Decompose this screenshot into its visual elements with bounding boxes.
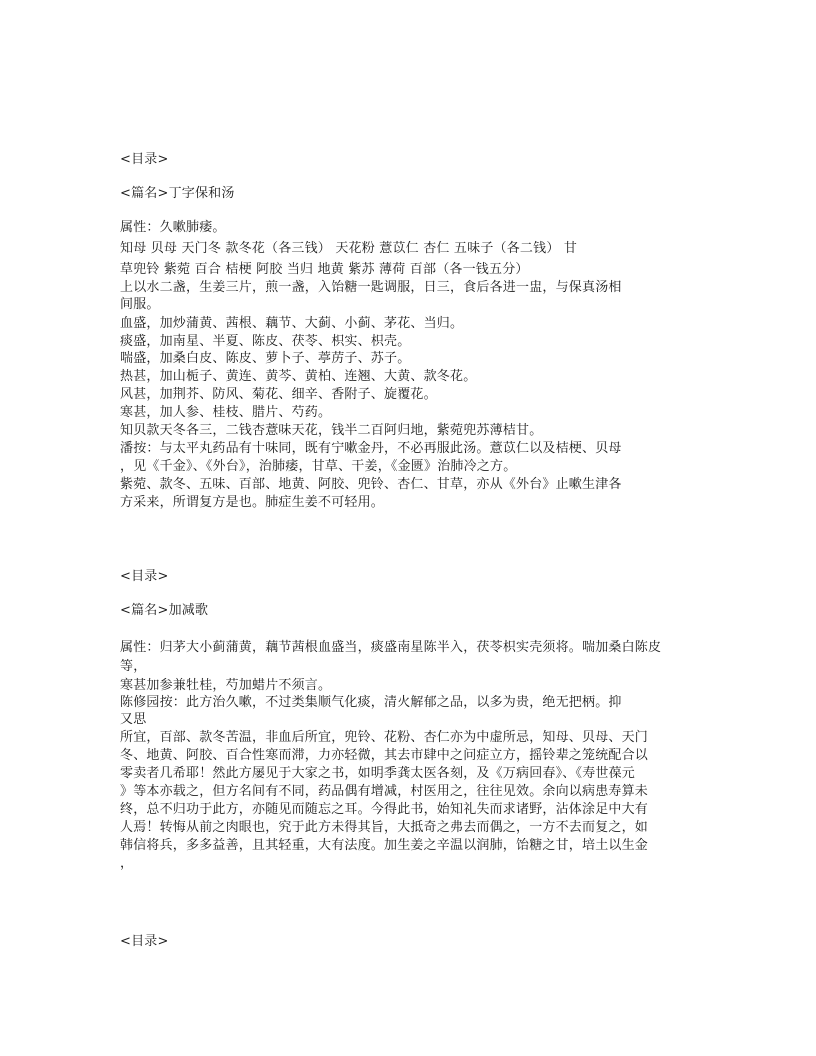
text-line: 韩信将兵，多多益善，且其轻重，大有法度。加生姜之辛温以润肺，饴糖之甘，培土以生金 (120, 838, 649, 853)
text-line: 寒甚加参兼牡桂，芍加蜡片不须言。 (120, 678, 332, 693)
text-line: 》等本亦载之，但方名间有不同，药品偶有增减，村医用之，往往见效。余向以病患寿算未 (120, 784, 649, 799)
section-title: <篇名>加减歌 (120, 603, 209, 618)
text-line: 又思 (120, 712, 147, 727)
text-line: 潘按：与太平丸药品有十味同，既有宁嗽金丹，不必再服此汤。薏苡仁以及桔梗、贝母 (120, 441, 622, 456)
text-line: 喘盛，加桑白皮、陈皮、萝卜子、葶苈子、苏子。 (120, 351, 411, 366)
text-line: 知母 贝母 天门冬 款冬花（各三钱） 天花粉 薏苡仁 杏仁 五味子（各二钱） 甘 (120, 241, 578, 256)
text-line: 人焉！转悔从前之肉眼也，究于此方未得其旨，大抵奇之弗去而偶之，一方不去而复之，如 (120, 820, 649, 835)
text-line: 陈修园按：此方治久嗽，不过类集顺气化痰，清火解郁之品，以多为贵，绝无把柄。抑 (120, 695, 622, 710)
text-line: 上以水二盏，生姜三片，煎一盏，入饴糖一匙调服，日三，食后各进一盅，与保真汤相 (120, 280, 622, 295)
text-line: 间服。 (120, 297, 160, 312)
text-line: 终，总不归功于此方，亦随见而随忘之耳。今得此书，始知礼失而求诸野，沾体涂足中大有 (120, 802, 649, 817)
text-line: 寒甚，加人参、桂枝、腊片、芍药。 (120, 405, 332, 420)
toc-heading: <目录> (120, 569, 169, 584)
toc-heading: <目录> (120, 934, 169, 949)
text-line: 属性：久嗽肺痿。 (120, 220, 226, 235)
text-line: 紫菀、款冬、五味、百部、地黄、阿胶、兜铃、杏仁、甘草，亦从《外台》止嗽生津各 (120, 477, 622, 492)
text-line: 所宜，百部、款冬苦温，非血后所宜，兜铃、花粉、杏仁亦为中虚所忌，知母、贝母、天门 (120, 730, 649, 745)
text-line: 零卖者几希耶！然此方屡见于大家之书，如明季龚太医各刻，及《万病回春》、《寿世葆元 (120, 766, 636, 781)
text-line: 草兜铃 紫菀 百合 桔梗 阿胶 当归 地黄 紫苏 薄荷 百部（各一钱五分） (120, 262, 529, 277)
text-line: 痰盛，加南星、半夏、陈皮、茯苓、枳实、枳壳。 (120, 334, 411, 349)
text-line: ， (120, 856, 134, 871)
text-line: 热甚，加山栀子、黄连、黄芩、黄柏、连翘、大黄、款冬花。 (120, 369, 477, 384)
text-line: 风甚，加荆芥、防风、菊花、细辛、香附子、旋覆花。 (120, 387, 437, 402)
text-line: 血盛，加炒蒲黄、茜根、藕节、大蓟、小蓟、茅花、当归。 (120, 316, 464, 331)
text-line: ，见《千金》、《外台》，治肺痿，甘草、干姜，《金匮》治肺冷之方。 (120, 459, 517, 474)
section-title: <篇名>丁字保和汤 (120, 186, 235, 201)
text-line: 等， (120, 659, 147, 674)
toc-heading: <目录> (120, 152, 169, 167)
text-line: 方采来，所谓复方是也。肺症生姜不可轻用。 (120, 495, 385, 510)
text-line: 属性：归茅大小蓟蒲黄，藕节茜根血盛当，痰盛南星陈半入，茯苓枳实壳须将。喘加桑白陈皮 (120, 640, 662, 655)
text-line: 冬、地黄、阿胶、百合性寒而滞，力亦轻微，其去市肆中之问症立方，摇铃辈之笼统配合以 (120, 748, 649, 763)
text-line: 知贝款天冬各三，二钱杏薏味天花，钱半二百阿归地，紫菀兜苏薄桔甘。 (120, 423, 543, 438)
